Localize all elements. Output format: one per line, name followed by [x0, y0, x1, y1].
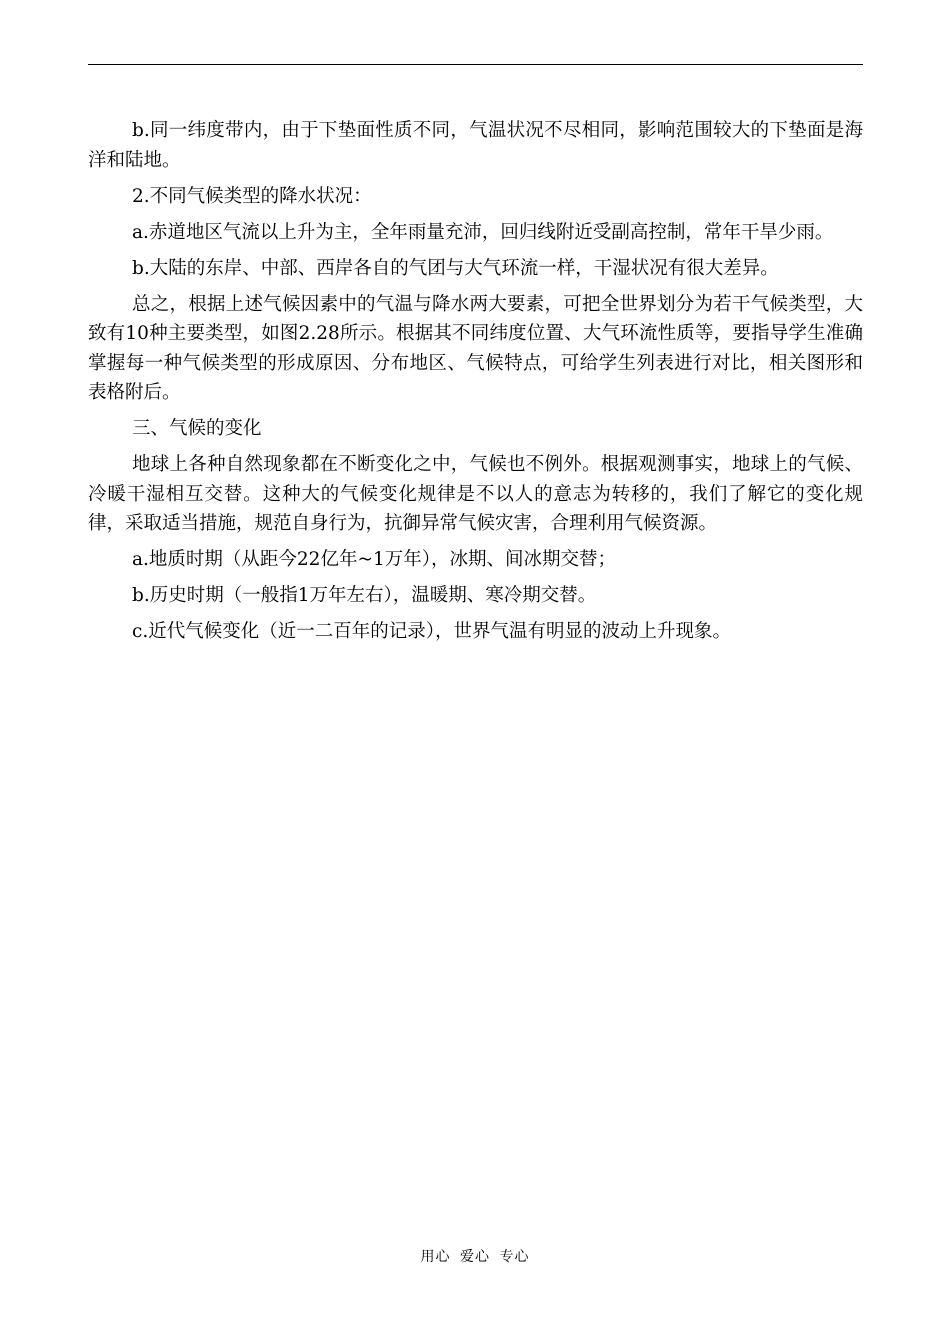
page-footer: 用心 爱心 专心 — [420, 1249, 530, 1265]
list-item-historic-period: b.历史时期（一般指1万年左右），温暖期、寒冷期交替。 — [132, 585, 597, 606]
paragraph-climate-change-intro: 地球上各种自然现象都在不断变化之中，气候也不例外。根据观测事实，地球上的气候、冷暖干湿相互交替。这种大的气候变化规律是不以人的意志为转移的，我们了解它的变化规律，采取适当措施，规范自身行为，抗御异常气候灾害，合理利用气候资源。 — [88, 454, 863, 534]
paragraph-summary: 总之，根据上述气候因素中的气温与降水两大要素，可把全世界划分为若干气候类型，大致有10种主要类型，如图2.28所示。根据其不同纬度位置、大气环流性质等，要指导学生准确掌握每一种气候类型的形成原因、分布地区、气候特点，可给学生列表进行对比，相关图形和表格附后。 — [88, 293, 863, 403]
paragraph-equator-rainfall: a.赤道地区气流以上升为主，全年雨量充沛，回归线附近受副高控制，常年干旱少雨。 — [132, 221, 834, 243]
list-item-modern-change: c.近代气候变化（近一二百年的记录），世界气温有明显的波动上升现象。 — [132, 621, 731, 642]
paragraph-same-latitude: b.同一纬度带内，由于下垫面性质不同，气温状况不尽相同，影响范围较大的下垫面是海洋和陆地。 — [88, 120, 863, 171]
heading-precipitation: 2.不同气候类型的降水状况： — [132, 185, 372, 207]
list-item-geologic-period: a.地质时期（从距今22亿年~1万年），冰期、间冰期交替； — [132, 549, 616, 570]
section-heading-climate-change: 三、气候的变化 — [132, 418, 262, 439]
header-rule — [88, 64, 863, 65]
paragraph-continent-coasts: b.大陆的东岸、中部、西岸各自的气团与大气环流一样，干湿状况有很大差异。 — [132, 257, 779, 279]
document-body — [88, 116, 863, 653]
